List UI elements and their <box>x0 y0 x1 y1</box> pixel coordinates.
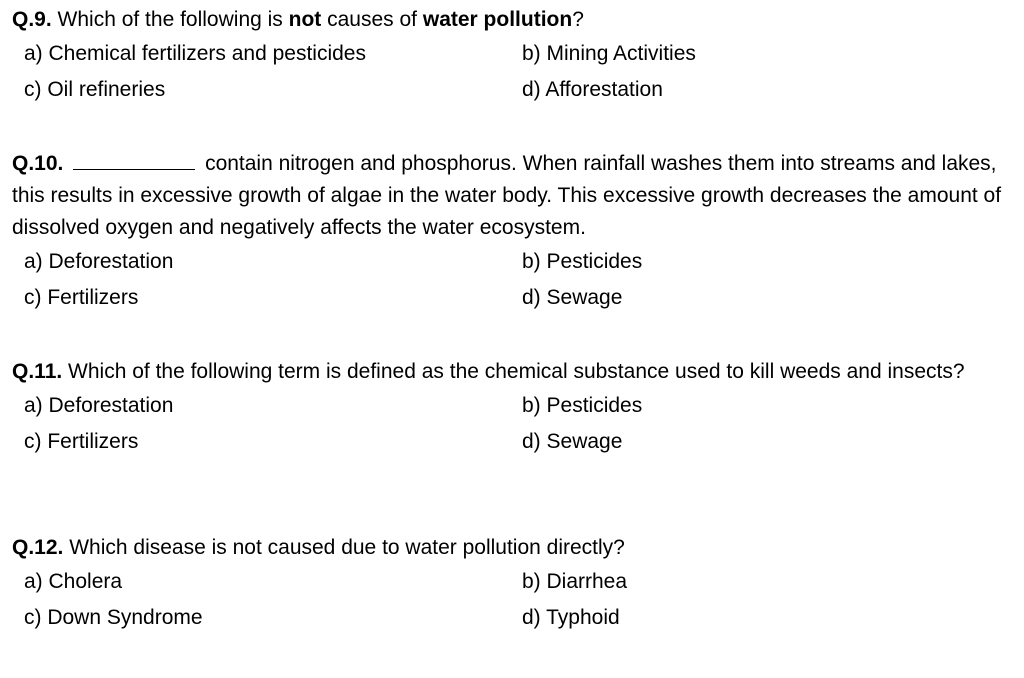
question-text-body: Which of the following term is defined as the chemical substance used to kill weeds and insects? <box>68 360 965 383</box>
question-text-body: Which disease is not caused due to water pollution directly? <box>69 536 625 559</box>
question-12-text <box>12 532 1012 564</box>
option-d: d) Afforestation <box>522 78 663 101</box>
options-row <box>24 600 1012 636</box>
option-c: c) Down Syndrome <box>24 606 203 629</box>
option-c: c) Oil refineries <box>24 78 166 101</box>
question-number: Q.10. <box>12 152 64 175</box>
options-row <box>24 280 1012 316</box>
option-a: a) Cholera <box>24 570 123 593</box>
question-11 <box>12 356 1012 460</box>
options-row <box>24 564 1012 600</box>
option-a: a) Deforestation <box>24 250 174 273</box>
answer-blank <box>73 151 195 170</box>
question-text-emphasis: not <box>288 8 322 31</box>
option-b: b) Pesticides <box>522 394 643 417</box>
question-12 <box>12 532 1012 636</box>
question-text-part: ? <box>572 8 584 31</box>
question-text-emphasis: water pollution <box>422 8 573 31</box>
options-row <box>24 388 1012 424</box>
question-text-part: causes of <box>321 8 423 31</box>
option-c: c) Fertilizers <box>24 430 139 453</box>
question-text-part: Which of the following is <box>57 8 289 31</box>
question-number: Q.11. <box>12 360 63 383</box>
question-number: Q.12. <box>12 536 64 559</box>
option-a: a) Chemical fertilizers and pesticides <box>24 42 366 65</box>
option-d: d) Sewage <box>522 286 623 309</box>
option-a: a) Deforestation <box>24 394 174 417</box>
options-list <box>24 244 1012 316</box>
options-list <box>24 564 1012 636</box>
question-9-text <box>12 4 1012 36</box>
question-9 <box>12 4 1012 108</box>
options-row <box>24 244 1012 280</box>
question-number: Q.9. <box>12 8 52 31</box>
option-d: d) Sewage <box>522 430 623 453</box>
options-row <box>24 36 1012 72</box>
question-text-body: contain nitrogen and phosphorus. When rainfall washes them into streams and lakes, this results in excessive growth of algae in the water body. This excessive growth decreases the amount of dissolved oxygen and negatively affects the water ecosystem. <box>12 152 1002 239</box>
options-list <box>24 36 1012 108</box>
question-10 <box>12 148 1012 316</box>
options-row <box>24 424 1012 460</box>
option-c: c) Fertilizers <box>24 286 139 309</box>
options-list <box>24 388 1012 460</box>
question-11-text <box>12 356 1012 388</box>
question-10-text <box>12 148 1012 244</box>
options-row <box>24 72 1012 108</box>
option-d: d) Typhoid <box>522 606 620 629</box>
option-b: b) Mining Activities <box>522 42 696 65</box>
option-b: b) Pesticides <box>522 250 643 273</box>
option-b: b) Diarrhea <box>522 570 628 593</box>
